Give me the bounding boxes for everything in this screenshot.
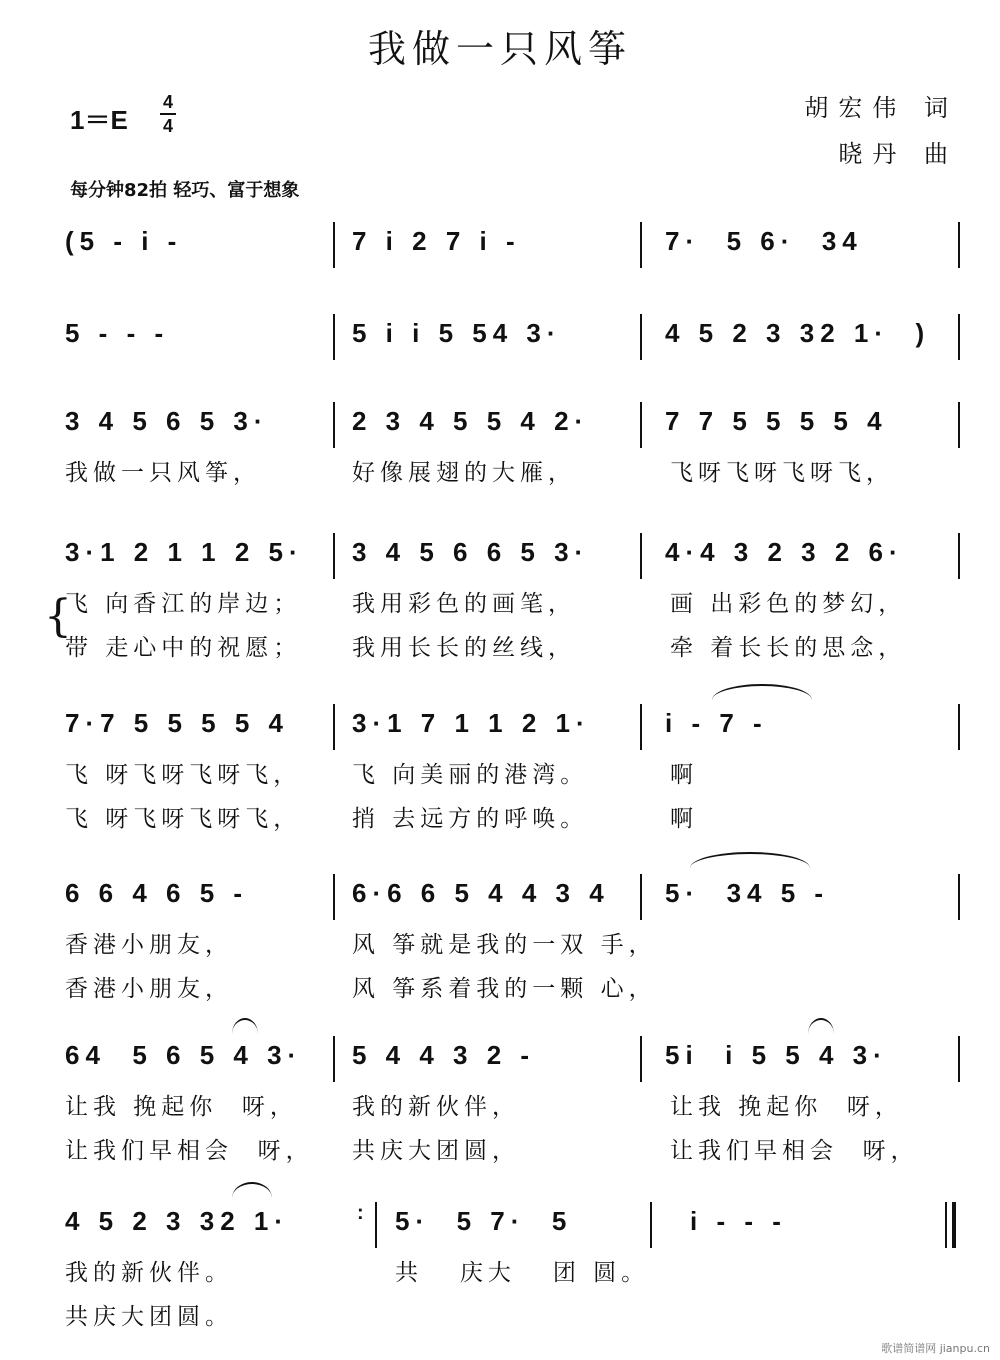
lyric-text: 飞 向香江的岸边； — [65, 591, 302, 617]
measure-notes: 5 - - - — [65, 318, 170, 348]
measure-notes: (5 - i - — [65, 226, 196, 256]
lyric-text: 让我们早相会 呀， — [670, 1138, 919, 1164]
measure-notes: 3 4 5 6 5 3· — [65, 406, 269, 436]
barline — [333, 314, 335, 360]
lyricist-credit: 胡宏伟 词 — [804, 94, 958, 122]
repeat-barline — [375, 1202, 377, 1248]
measure-notes: 7·7 5 5 5 5 4 — [65, 708, 289, 738]
measure-notes: 5· 34 5 - — [665, 878, 830, 908]
lyric-text: 我的新伙伴。 — [65, 1260, 233, 1286]
measure-notes: 7 7 5 5 5 5 4 — [665, 406, 888, 436]
lyric-text: 香港小朋友， — [65, 932, 233, 958]
time-sig-top: 4 — [162, 92, 173, 112]
barline — [640, 533, 642, 579]
measure-notes: 4 5 2 3 32 1· — [65, 1206, 289, 1236]
lyric-text: 共庆大团圆。 — [65, 1304, 233, 1330]
measure-notes: 5 4 4 3 2 - — [352, 1040, 536, 1070]
lyric-text: 让我们早相会 呀， — [65, 1138, 314, 1164]
measure-notes: 3 4 5 6 6 5 3· — [352, 537, 590, 567]
barline — [640, 704, 642, 750]
lyric-text: 香港小朋友， — [65, 976, 233, 1002]
lyric-text: 让我 挽起你 呀， — [65, 1094, 298, 1120]
measure-notes: 4·4 3 2 3 2 6· — [665, 537, 904, 567]
tie-slur — [712, 684, 812, 700]
measure-notes: 5 i i 5 54 3· — [352, 318, 562, 348]
barline — [333, 533, 335, 579]
lyric-text: 我的新伙伴， — [352, 1094, 520, 1120]
measure-notes: 3·1 7 1 1 2 1· — [352, 708, 591, 738]
lyric-text: 捎 去远方的呼唤。 — [352, 806, 589, 832]
lyric-text: 画 出彩色的梦幻， — [670, 591, 907, 617]
lyric-text: 共庆大团圆， — [352, 1138, 520, 1164]
lyric-text: 我做一只风筝， — [65, 460, 261, 486]
lyric-text: 牵 着长长的思念， — [670, 635, 907, 661]
measure-notes: i - - - — [690, 1206, 787, 1236]
measure-notes: 4 5 2 3 32 1· ) — [665, 318, 931, 348]
lyric-text: 让我 挽起你 呀， — [670, 1094, 903, 1120]
measure-notes: i - 7 - — [665, 708, 768, 738]
lyric-text: 风 筝系着我的一颗 心， — [352, 976, 657, 1002]
barline — [958, 222, 960, 268]
barline — [958, 874, 960, 920]
lyric-text: 啊 — [670, 806, 698, 832]
barline — [650, 1202, 652, 1248]
barline — [640, 402, 642, 448]
measure-notes: 5· 5 7· 5 — [395, 1206, 573, 1236]
lyric-text: 啊 — [670, 762, 698, 788]
song-title: 我做一只风筝 — [367, 27, 632, 71]
barline — [333, 874, 335, 920]
tie-slur — [232, 1182, 272, 1198]
lyric-text: 飞 呀飞呀飞呀飞， — [65, 762, 302, 788]
measure-notes: 6·6 6 5 4 4 3 4 — [352, 878, 610, 908]
measure-notes: 6 6 4 6 5 - — [65, 878, 249, 908]
lyric-text: 风 筝就是我的一双 手， — [352, 932, 657, 958]
barline — [958, 402, 960, 448]
tie-slur — [808, 1018, 834, 1034]
barline — [640, 314, 642, 360]
barline — [640, 874, 642, 920]
measure-notes: 2 3 4 5 5 4 2· — [352, 406, 590, 436]
lyric-text: 飞 呀飞呀飞呀飞， — [65, 806, 302, 832]
barline — [958, 704, 960, 750]
time-signature — [160, 92, 176, 136]
repeat-dots: : — [357, 1202, 364, 1224]
lyric-text: 我用彩色的画笔， — [352, 591, 576, 617]
barline — [958, 1036, 960, 1082]
measure-notes: 7 i 2 7 i - — [352, 226, 521, 256]
tempo-marking: 每分钟82拍 轻巧、富于想象 — [70, 180, 300, 201]
lyric-text: 飞 向美丽的港湾。 — [352, 762, 589, 788]
barline — [958, 533, 960, 579]
barline — [640, 222, 642, 268]
barline — [333, 1036, 335, 1082]
lyric-text: 好像展翅的大雁， — [352, 460, 576, 486]
measure-notes: 7· 5 6· 34 — [665, 226, 863, 256]
measure-notes: 5i i 5 5 4 3· — [665, 1040, 888, 1070]
watermark: 歌谱简谱网 jianpu.cn — [881, 1342, 990, 1355]
barline — [333, 704, 335, 750]
lyric-text: 飞呀飞呀飞呀飞， — [670, 460, 894, 486]
key-signature: 1＝E — [70, 105, 128, 135]
time-sig-bottom: 4 — [162, 116, 173, 136]
tie-slur — [232, 1018, 258, 1034]
barline — [333, 402, 335, 448]
measure-notes: 64 5 6 5 4 3· — [65, 1040, 303, 1070]
final-barline — [952, 1202, 956, 1248]
lyric-text: 共 庆大 团 圆。 — [395, 1260, 650, 1286]
barline — [333, 222, 335, 268]
barline — [640, 1036, 642, 1082]
verse-brace: { — [44, 591, 72, 642]
lyric-text: 我用长长的丝线， — [352, 635, 576, 661]
composer-credit: 晓丹 曲 — [838, 140, 958, 168]
tie-slur — [690, 852, 810, 868]
barline — [958, 314, 960, 360]
measure-notes: 3·1 2 1 1 2 5· — [65, 537, 304, 567]
lyric-text: 带 走心中的祝愿； — [65, 635, 302, 661]
barline — [945, 1202, 947, 1248]
